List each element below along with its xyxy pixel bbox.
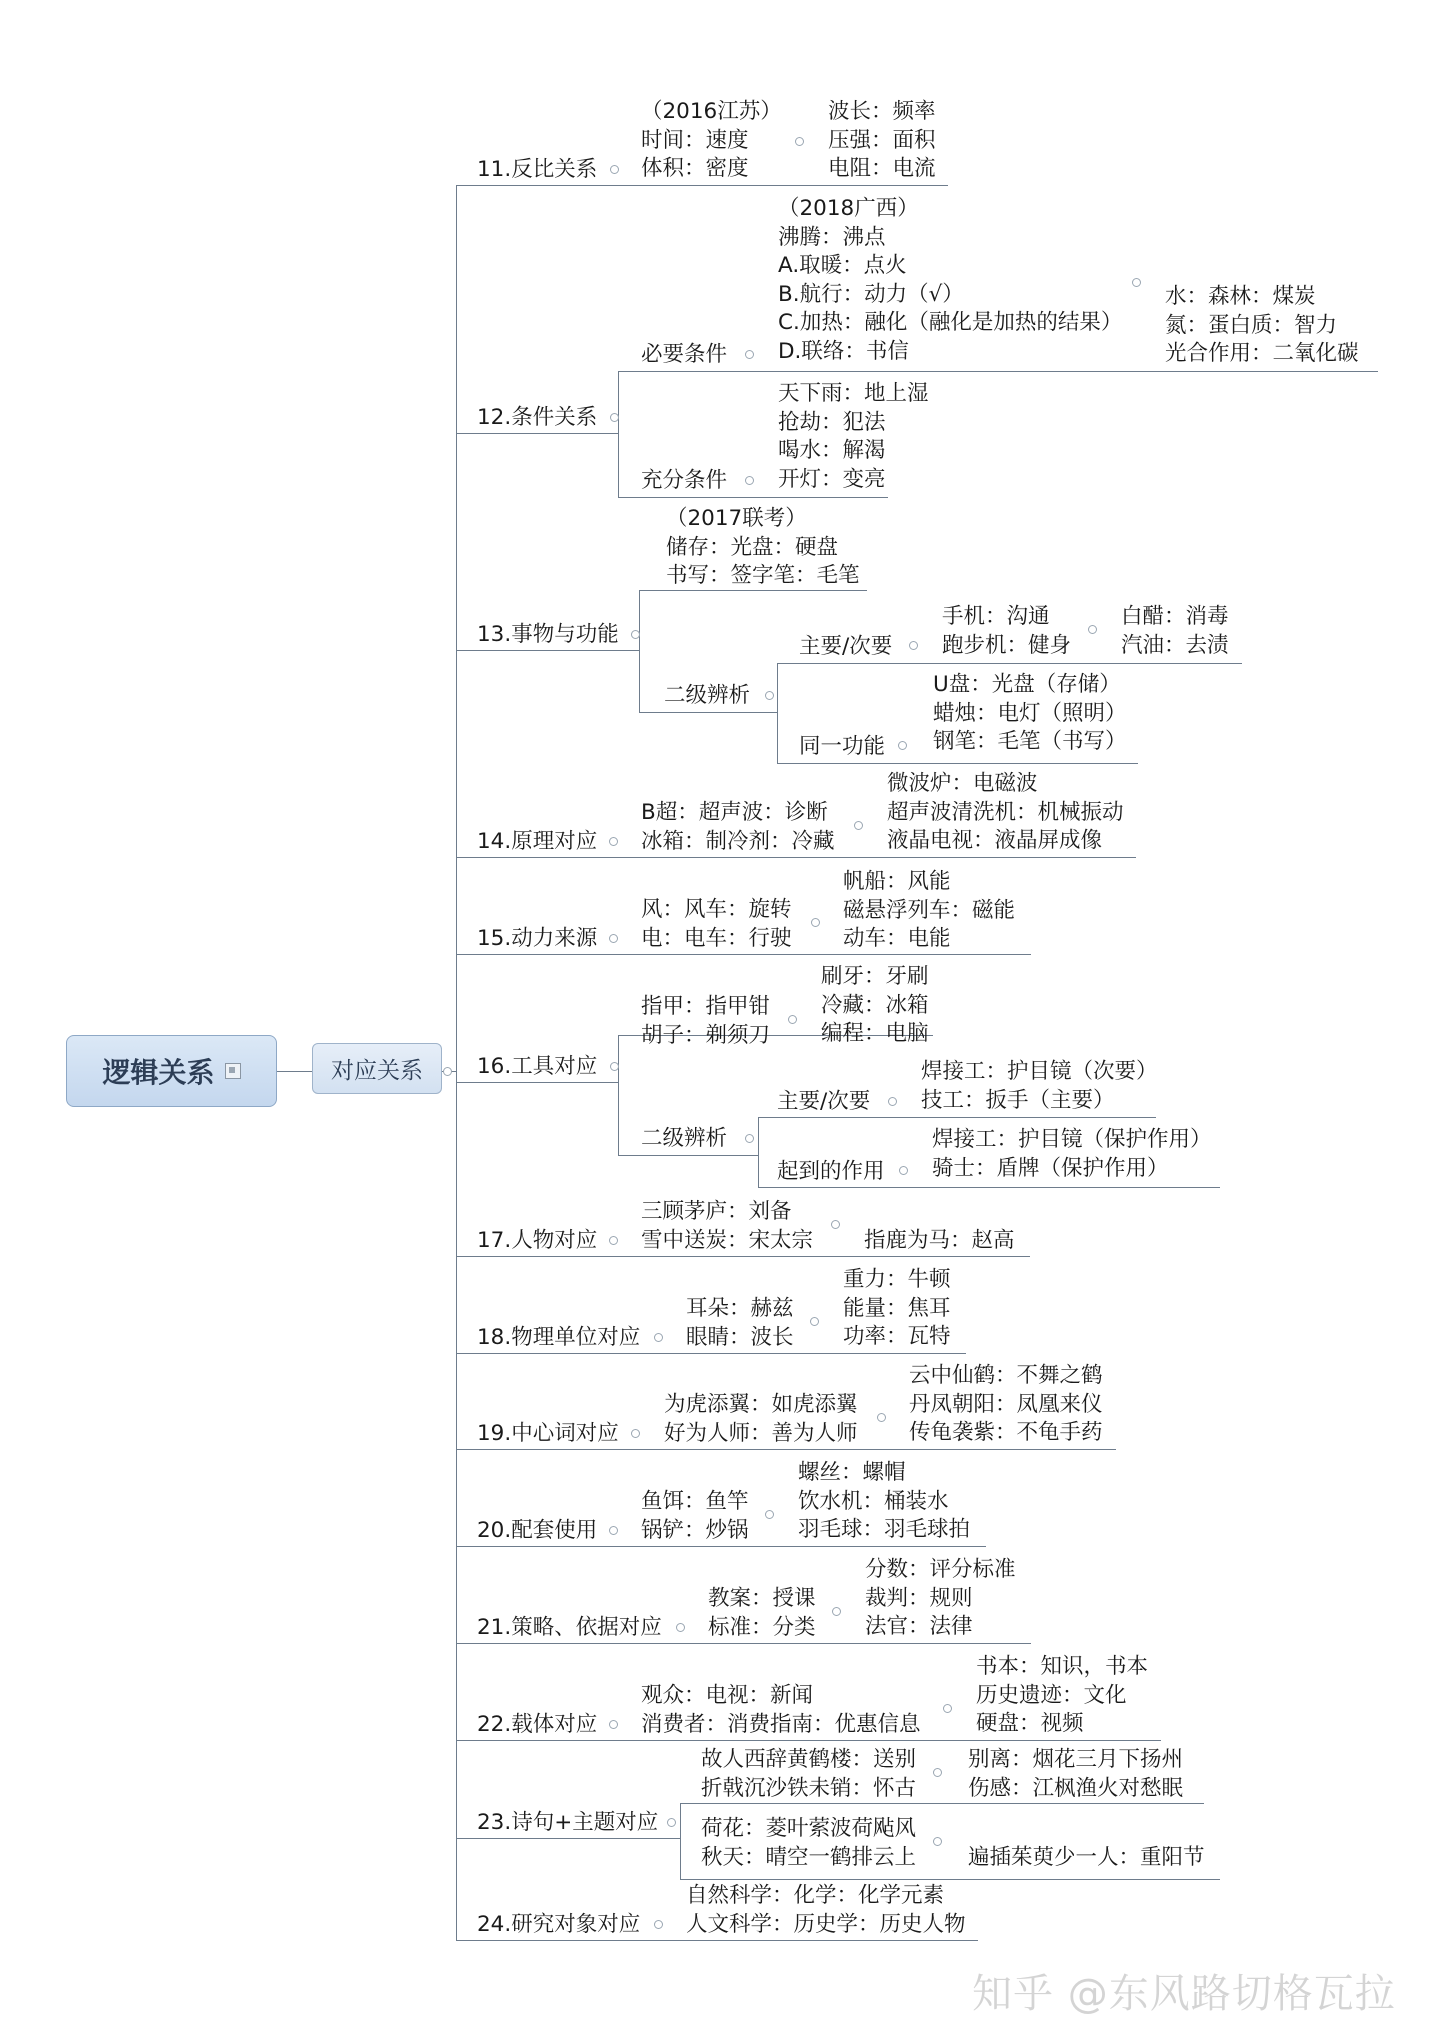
collapse-dot-icon[interactable] [1088, 625, 1097, 634]
collapse-dot-icon[interactable] [933, 1837, 942, 1846]
connector-line [456, 1256, 1030, 1257]
connector-line [680, 1879, 1220, 1880]
connector-line [456, 1353, 966, 1354]
collapse-dot-icon[interactable] [795, 137, 804, 146]
example-text: 教案：授课 标准：分类 [708, 1586, 816, 1640]
example-text: 分数：评分标准 裁判：规则 法官：法律 [865, 1557, 1016, 1639]
example-text: 故人西辞黄鹤楼：送别 折戟沉沙铁未销：怀古 [701, 1747, 917, 1801]
example-text: 荷花：菱叶萦波荷飐风 秋天：晴空一鹤排云上 [701, 1816, 917, 1870]
connector-line [758, 1117, 759, 1187]
collapse-dot-icon[interactable] [609, 934, 618, 943]
branch-label-18[interactable]: 18.物理单位对应 [477, 1325, 641, 1350]
sub-label-same-function[interactable]: 同一功能 [799, 734, 886, 759]
connector-line [777, 763, 1138, 764]
example-text: 为虎添翼：如虎添翼 好为人师：善为人师 [664, 1392, 858, 1446]
branch-label-14[interactable]: 14.原理对应 [477, 829, 598, 854]
connector-line [456, 1740, 1161, 1741]
subroot-node[interactable] [312, 1043, 442, 1094]
example-text: 螺丝：螺帽 饮水机：桶装水 羽毛球：羽毛球拍 [798, 1460, 971, 1542]
example-text: 焊接工：护目镜（保护作用） 骑士：盾牌（保护作用） [932, 1127, 1212, 1181]
example-text: 手机：沟通 跑步机：健身 [942, 604, 1072, 658]
collapse-dot-icon[interactable] [765, 691, 774, 700]
collapse-icon[interactable] [225, 1063, 241, 1079]
collapse-dot-icon[interactable] [933, 1768, 942, 1777]
collapse-dot-icon[interactable] [765, 1510, 774, 1519]
collapse-dot-icon[interactable] [1132, 278, 1141, 287]
sub-label-necessary[interactable]: 必要条件 [641, 342, 728, 367]
branch-label-19[interactable]: 19.中心词对应 [477, 1421, 619, 1446]
connector-line [456, 857, 1136, 858]
connector-line [456, 1546, 986, 1547]
collapse-dot-icon[interactable] [443, 1067, 452, 1076]
collapse-dot-icon[interactable] [745, 350, 754, 359]
connector-line [618, 371, 1378, 372]
subroot-label: 对应关系 [331, 1058, 423, 1084]
connector-line [277, 1071, 312, 1072]
example-text: 重力：牛顿 能量：焦耳 功率：瓦特 [843, 1267, 951, 1349]
connector-line [639, 590, 640, 712]
connector-line [618, 497, 888, 498]
watermark: 知乎 @东风路切格瓦拉 [972, 1971, 1396, 2017]
collapse-dot-icon[interactable] [631, 1429, 640, 1438]
branch-label-12[interactable]: 12.条件关系 [477, 405, 598, 430]
example-text: （2018广西） 沸腾：沸点 A.取暖：点火 B.航行：动力（√） C.加热：融化（融化是加热的结果） D.联络：书信 [778, 196, 1123, 364]
example-text: B超：超声波：诊断 冰箱：制冷剂：冷藏 [641, 800, 835, 854]
branch-label-22[interactable]: 22.载体对应 [477, 1712, 598, 1737]
example-text: 风：风车：旋转 电：电车：行驶 [641, 897, 792, 951]
branch-label-15[interactable]: 15.动力来源 [477, 926, 598, 951]
collapse-dot-icon[interactable] [654, 1920, 663, 1929]
collapse-dot-icon[interactable] [667, 1818, 676, 1827]
collapse-dot-icon[interactable] [654, 1333, 663, 1342]
sub-label-secondary-analysis[interactable]: 二级辨析 [664, 683, 751, 708]
sub-label-main-minor[interactable]: 主要/次要 [777, 1089, 871, 1114]
example-text: 云中仙鹤：不舞之鹤 丹凤朝阳：凤凰来仪 传龟袭紫：不龟手药 [909, 1363, 1103, 1445]
connector-line [456, 1449, 1116, 1450]
branch-label-23[interactable]: 23.诗句+主题对应 [477, 1810, 659, 1835]
collapse-dot-icon[interactable] [609, 1236, 618, 1245]
connector-line [639, 712, 777, 713]
connector-line [758, 1117, 1156, 1118]
connector-line [456, 650, 639, 651]
example-text: （2016江苏） 时间：速度 体积：密度 [641, 99, 782, 181]
example-text: 自然科学：化学：化学元素 人文科学：历史学：历史人物 [686, 1883, 966, 1937]
collapse-dot-icon[interactable] [909, 641, 918, 650]
example-text: 焊接工：护目镜（次要） 技工：扳手（主要） [921, 1059, 1158, 1113]
collapse-dot-icon[interactable] [877, 1413, 886, 1422]
branch-label-16[interactable]: 16.工具对应 [477, 1054, 598, 1079]
example-text: 波长：频率 压强：面积 电阻：电流 [828, 99, 936, 181]
collapse-dot-icon[interactable] [831, 1220, 840, 1229]
connector-line [456, 433, 618, 434]
example-text: 指鹿为马：赵高 [864, 1228, 1015, 1253]
collapse-dot-icon[interactable] [610, 1062, 619, 1071]
collapse-dot-icon[interactable] [631, 630, 640, 639]
collapse-dot-icon[interactable] [609, 837, 618, 846]
example-text: 指甲：指甲钳 胡子：剃须刀 [641, 994, 771, 1048]
example-text: 鱼饵：鱼竿 锅铲：炒锅 [641, 1489, 749, 1543]
collapse-dot-icon[interactable] [898, 741, 907, 750]
collapse-dot-icon[interactable] [899, 1166, 908, 1175]
connector-line [618, 185, 948, 186]
connector-line [456, 1838, 680, 1839]
example-text: 水：森林：煤炭 氮：蛋白质：智力 光合作用：二氧化碳 [1165, 284, 1359, 366]
collapse-dot-icon[interactable] [610, 413, 619, 422]
branch-label-17[interactable]: 17.人物对应 [477, 1228, 598, 1253]
collapse-dot-icon[interactable] [811, 918, 820, 927]
example-text: 刷牙：牙刷 冷藏：冰箱 编程：电脑 [821, 964, 929, 1046]
root-label: 逻辑关系 [102, 1056, 215, 1089]
example-text: U盘：光盘（存储） 蜡烛：电灯（照明） 钢笔：毛笔（书写） [933, 672, 1127, 754]
connector-line [618, 1155, 758, 1156]
branch-label-11[interactable]: 11.反比关系 [477, 157, 598, 182]
collapse-dot-icon[interactable] [888, 1097, 897, 1106]
sub-label-effect[interactable]: 起到的作用 [777, 1159, 885, 1184]
collapse-dot-icon[interactable] [609, 1720, 618, 1729]
collapse-dot-icon[interactable] [610, 165, 619, 174]
collapse-dot-icon[interactable] [676, 1623, 685, 1632]
connector-line [680, 1803, 681, 1879]
branch-label-21[interactable]: 21.策略、依据对应 [477, 1615, 662, 1640]
connector-line [777, 663, 1242, 664]
collapse-dot-icon[interactable] [854, 821, 863, 830]
connector-line [456, 1940, 978, 1941]
collapse-dot-icon[interactable] [788, 1015, 797, 1024]
example-text: 书本：知识，书本 历史遗迹：文化 硬盘：视频 [976, 1654, 1149, 1736]
example-text: 白醋：消毒 汽油：去渍 [1121, 604, 1229, 658]
connector-line [777, 663, 778, 763]
connector-line [680, 1803, 1204, 1804]
sub-label-main-minor[interactable]: 主要/次要 [799, 634, 893, 659]
connector-line [618, 1035, 619, 1155]
collapse-dot-icon[interactable] [810, 1317, 819, 1326]
collapse-dot-icon[interactable] [745, 1134, 754, 1143]
connector-line [456, 1643, 1031, 1644]
example-text: 观众：电视：新闻 消费者：消费指南：优惠信息 [641, 1683, 921, 1737]
example-text: 天下雨：地上湿 抢劫：犯法 喝水：解渴 开灯：变亮 [778, 381, 929, 492]
collapse-dot-icon[interactable] [609, 1526, 618, 1535]
collapse-dot-icon[interactable] [745, 476, 754, 485]
connector-line [758, 1187, 1220, 1188]
example-text: 耳朵：赫兹 眼睛：波长 [686, 1296, 794, 1350]
connector-line [618, 371, 619, 497]
main-spine-line [456, 185, 457, 1940]
branch-label-13[interactable]: 13.事物与功能 [477, 622, 619, 647]
connector-line [456, 1082, 618, 1083]
sub-label-sufficient[interactable]: 充分条件 [641, 468, 728, 493]
collapse-dot-icon[interactable] [943, 1704, 952, 1713]
connector-line [456, 954, 1031, 955]
root-node[interactable] [66, 1035, 277, 1107]
example-text: 遍插茱萸少一人：重阳节 [968, 1845, 1205, 1870]
connector-line [456, 185, 618, 186]
example-text: 三顾茅庐：刘备 雪中送炭：宋太宗 [641, 1199, 814, 1253]
collapse-dot-icon[interactable] [832, 1607, 841, 1616]
branch-label-24[interactable]: 24.研究对象对应 [477, 1912, 641, 1937]
example-text: 微波炉：电磁波 超声波清洗机：机械振动 液晶电视：液晶屏成像 [887, 771, 1124, 853]
branch-label-20[interactable]: 20.配套使用 [477, 1518, 598, 1543]
example-text: （2017联考） 储存：光盘：硬盘 书写：签字笔：毛笔 [666, 506, 860, 588]
example-text: 别离：烟花三月下扬州 伤感：江枫渔火对愁眠 [968, 1747, 1184, 1801]
example-text: 帆船：风能 磁悬浮列车：磁能 动车：电能 [843, 869, 1016, 951]
sub-label-secondary-analysis[interactable]: 二级辨析 [641, 1126, 728, 1151]
